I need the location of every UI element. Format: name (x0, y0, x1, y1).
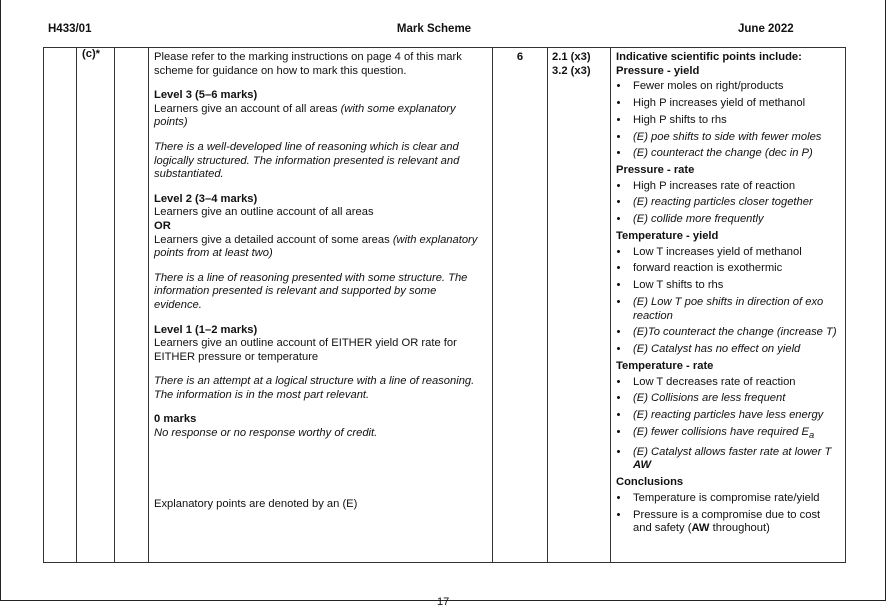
level1-descriptor: Learners give an outline account of EITHER yield OR rate for EITHER pressure or temperature (154, 337, 457, 363)
list-item: • (E)To counteract the change (increase T) (630, 326, 840, 340)
ao-item: 3.2 (x3) (552, 64, 591, 77)
level2-text2: Learners give a detailed account of some areas (154, 233, 393, 246)
table-row (44, 48, 846, 563)
list-item (630, 446, 840, 473)
zero-marks-title: 0 marks (154, 413, 197, 426)
bullet-list (616, 492, 840, 536)
bullet-list (616, 180, 840, 227)
list-item: • (E) reacting particles closer together (630, 196, 840, 210)
list-item: • (E) Low T poe shifts in direction of exo reaction (630, 296, 840, 323)
answer-heading: Indicative scientific points include: (616, 51, 802, 63)
list-item: • (E) reacting particles have less energy (630, 409, 840, 423)
list-item: • (E) Collisions are less frequent (630, 392, 840, 406)
list-item: • (E) Catalyst has no effect on yield (630, 343, 840, 357)
level1-title: Level 1 (1–2 marks) (154, 323, 258, 336)
ea-subscript: a (808, 430, 815, 441)
ao-cell (548, 48, 611, 563)
answer-cell (611, 48, 846, 563)
question-part-cell: (c)* (77, 48, 115, 563)
list-item: • Temperature is compromise rate/yield (630, 492, 840, 506)
marks-cell: 6 (493, 48, 548, 563)
level2-or: OR (154, 219, 171, 232)
list-item-text: (E) fewer collisions have required E (633, 425, 809, 438)
list-item-tail: throughout) (709, 522, 770, 535)
list-item: • Low T shifts to rhs (630, 279, 840, 293)
level3-italic: (with some explanatory points) (154, 102, 456, 129)
level2-descriptor (154, 234, 487, 261)
ao-item: 2.1 (x3) (552, 51, 591, 63)
paper-code: H433/01 (48, 23, 92, 35)
list-item-text: (E) Catalyst allows faster rate at lower T (633, 445, 832, 458)
level2-block (154, 193, 487, 313)
bullet-list (616, 246, 840, 357)
level2-communication: There is a line of reasoning presented with some structure. The information presented is relevant and supported by some evidence. (154, 271, 468, 311)
intro-text: Please refer to the marking instructions on page 4 of this mark scheme for guidance on how to mark this question. (154, 51, 462, 77)
level3-descriptor (154, 103, 487, 130)
level3-title: Level 3 (5–6 marks) (154, 89, 258, 102)
section-title: Pressure - rate (616, 164, 695, 177)
list-item: • (E) collide more frequently (630, 213, 840, 227)
explanatory-note: Explanatory points are denoted by an (E) (154, 497, 358, 510)
level2-italic: (with explanatory points from at least two) (154, 233, 478, 260)
bullet-list (616, 376, 840, 474)
level2-title: Level 2 (3–4 marks) (154, 192, 258, 205)
section-title: Temperature - rate (616, 359, 714, 372)
question-number-cell (44, 48, 77, 563)
level3-communication: There is a well-developed line of reasoning which is clear and logically structured. The information presented is relevant and substantiated. (154, 140, 460, 181)
section-title: Pressure - yield (616, 64, 700, 77)
level2-text1: Learners give an outline account of all areas (154, 206, 374, 219)
list-item-text: Pressure is a compromise due to cost and safety ( (633, 508, 821, 535)
exam-date: June 2022 (738, 23, 794, 35)
list-item: • (E) poe shifts to side with fewer moles (630, 131, 840, 145)
zero-marks-block (154, 413, 487, 440)
page-title: Mark Scheme (396, 23, 472, 35)
list-item: • forward reaction is exothermic (630, 262, 840, 276)
list-item: • (E) counteract the change (dec in P) (630, 147, 840, 161)
mark-scheme-table (43, 47, 846, 563)
page-number: 17 (437, 596, 450, 608)
guidance-cell (149, 48, 493, 563)
spacer (154, 441, 487, 498)
list-item: • Low T decreases rate of reaction (630, 376, 840, 390)
zero-marks-text: No response or no response worthy of credit. (154, 427, 378, 440)
list-item: • High P increases rate of reaction (630, 180, 840, 194)
list-item: • High P increases yield of methanol (630, 97, 840, 111)
section-title: Conclusions (616, 476, 684, 489)
list-item (630, 509, 840, 536)
level3-block (154, 89, 487, 182)
aw-tag: AW (691, 522, 710, 535)
level1-block (154, 324, 487, 403)
list-item: • High P shifts to rhs (630, 114, 840, 128)
aw-tag: AW (633, 459, 652, 472)
subpart-cell (115, 48, 149, 563)
list-item: • Low T increases yield of methanol (630, 246, 840, 260)
list-item: • Fewer moles on right/products (630, 80, 840, 94)
level3-text: Learners give an account of all areas (154, 102, 341, 115)
list-item (630, 426, 840, 443)
level1-communication: There is an attempt at a logical structure with a line of reasoning. The information is in the most part relevant. (154, 375, 475, 401)
section-title: Temperature - yield (616, 230, 719, 243)
bullet-list (616, 80, 840, 161)
